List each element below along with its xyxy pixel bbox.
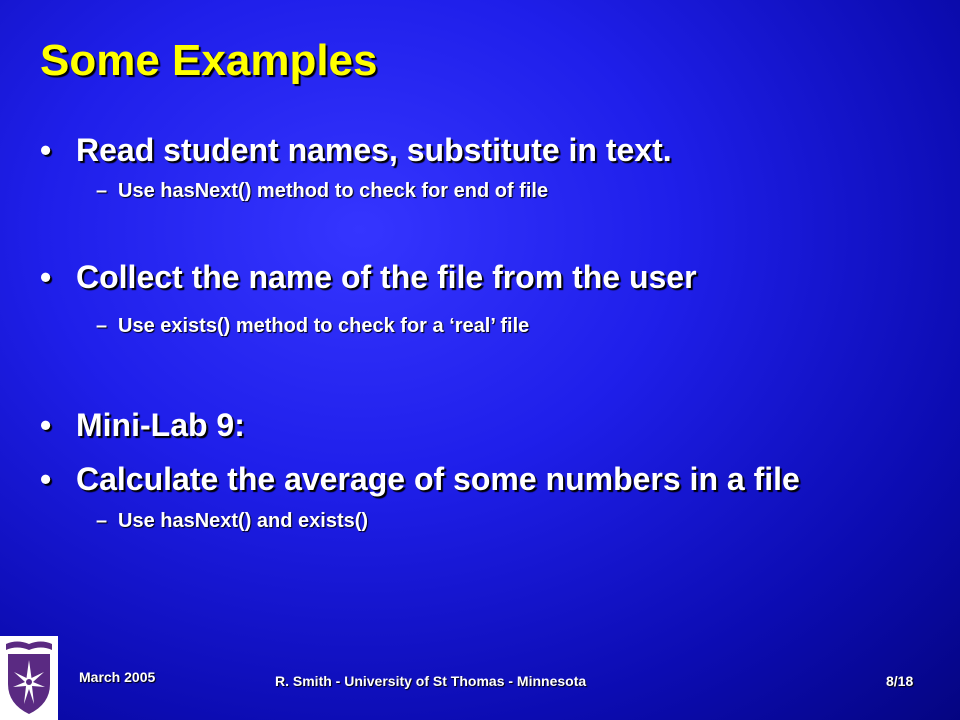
university-shield-graphic [0,636,58,720]
footer-author: R. Smith - University of St Thomas - Minnesota [275,673,587,689]
bullet-text: Mini-Lab 9: [76,407,245,443]
bullet-marker: • [40,132,52,168]
bullet-text: Calculate the average of some numbers in a file [76,461,800,497]
bullet-text: Read student names, substitute in text. [76,132,672,168]
sub-bullet-marker: – [96,180,108,202]
slide-title: Some Examples [40,36,378,85]
footer-page-number: 8/18 [886,673,914,689]
sub-bullet-marker: – [96,510,108,532]
bullet-marker: • [40,461,52,497]
bullet-item [40,461,800,498]
bullet-text: Collect the name of the file from the user [76,259,697,295]
sub-bullet-item [96,315,529,338]
sub-bullet-text: Use hasNext() and exists() [118,510,369,532]
footer-date: March 2005 [79,669,156,685]
bullet-marker: • [40,407,52,443]
sub-bullet-item [96,510,368,533]
university-shield-icon [0,636,58,720]
sub-bullet-text: Use hasNext() method to check for end of file [118,180,549,202]
sub-bullet-item [96,180,548,203]
bullet-item [40,132,672,169]
sub-bullet-marker: – [96,315,108,337]
bullet-item [40,259,697,296]
bullet-item [40,407,245,444]
sub-bullet-text: Use exists() method to check for a ‘real’ file [118,315,530,337]
bullet-marker: • [40,259,52,295]
